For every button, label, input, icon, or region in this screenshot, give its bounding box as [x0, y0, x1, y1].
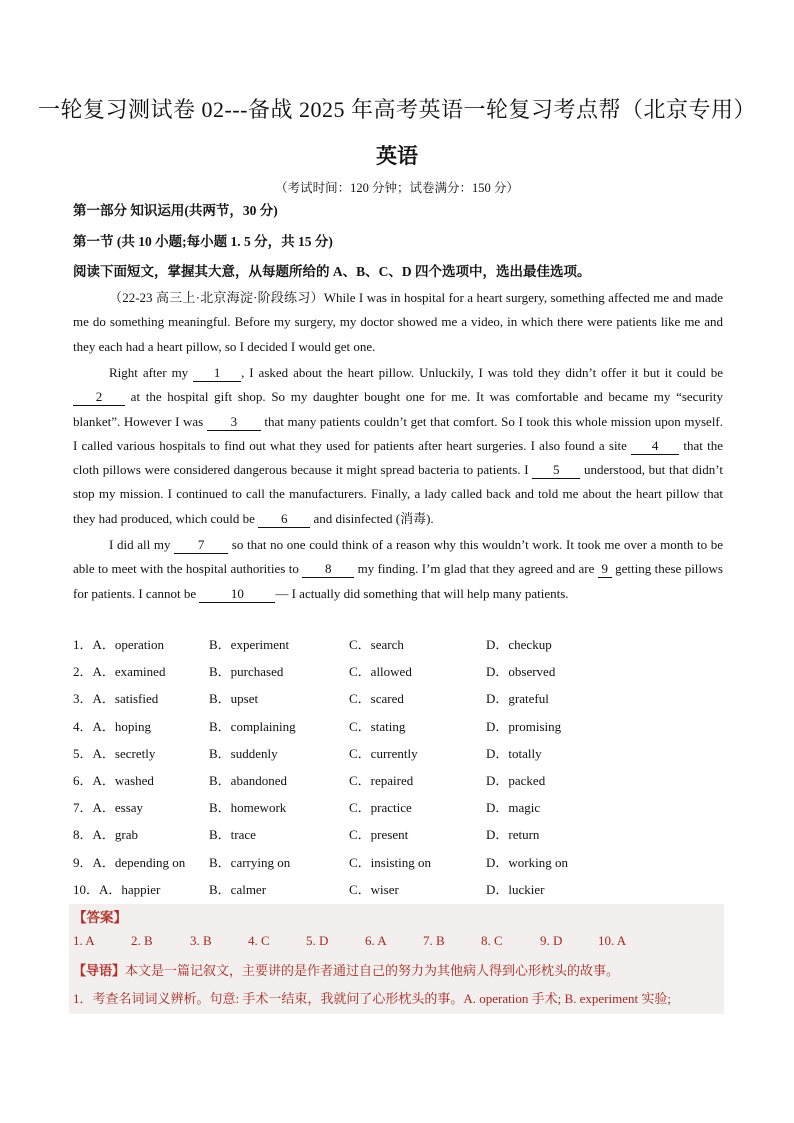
question-row	[73, 739, 723, 766]
option-c: C．wiser	[349, 881, 399, 897]
question-number: 1．	[73, 637, 93, 652]
option-c: C．currently	[349, 745, 418, 761]
blank-2: 2	[73, 389, 125, 406]
question-number: 9．	[73, 854, 93, 870]
document-title: 一轮复习测试卷 02---备战 2025 年高考英语一轮复习考点帮（北京专用）	[38, 97, 756, 122]
answer-item: 10. A	[598, 933, 627, 948]
blank-1: 1	[193, 365, 241, 382]
guide-text: 本文是一篇记叙文，主要讲的是作者通过自己的努力为其他病人得到心形枕头的故事。	[125, 963, 620, 978]
option-d: D．observed	[486, 664, 556, 680]
option-b: B．homework	[209, 800, 287, 816]
question-row	[73, 848, 723, 875]
answer-item: 3. B	[190, 933, 212, 948]
option-d: D．grateful	[486, 691, 549, 707]
option-a: A．depending on	[92, 854, 186, 870]
answer-label: 【答案】	[73, 910, 127, 925]
answer-item: 6. A	[365, 933, 387, 948]
question-row	[73, 630, 723, 657]
answer-item: 8. C	[481, 933, 503, 948]
option-a: A．examined	[92, 664, 166, 680]
blank-3: 3	[207, 414, 261, 431]
option-c: C．insisting on	[349, 854, 431, 870]
question-row	[73, 793, 723, 820]
option-b: B．calmer	[209, 881, 267, 897]
blank-10: 10	[199, 586, 275, 603]
option-c: C．search	[349, 637, 404, 652]
answer-item: 7. B	[423, 933, 445, 948]
passage-text: that many patients couldn’t get that comfort. So I took this whole mission upon myself. I called various hospitals to find out what they used for patients after heart surgeries. I also found a site	[73, 413, 724, 453]
answer-item: 4. C	[248, 933, 270, 948]
option-a: A．grab	[92, 827, 139, 843]
option-d: D．working on	[486, 854, 568, 870]
option-b: B．upset	[209, 691, 259, 707]
question-row	[73, 766, 723, 793]
question-number: 4．	[73, 718, 93, 734]
option-d: D．totally	[486, 745, 542, 761]
option-c: C．stating	[349, 718, 406, 734]
option-d: D．luckier	[486, 881, 545, 897]
option-c: C．present	[349, 827, 409, 843]
passage-text: — I actually did something that will help many patients.	[275, 585, 569, 601]
option-b: B．trace	[209, 827, 256, 843]
option-a: A．essay	[92, 800, 144, 816]
question-row	[73, 657, 723, 684]
blank-7: 7	[174, 537, 228, 554]
option-d: D．promising	[486, 718, 562, 734]
question-row	[73, 820, 723, 847]
guide-label: 【导语】	[73, 963, 126, 978]
question-row	[73, 712, 723, 739]
passage-text: understood, but that didn’t stop my mission. I continued to call the manufacturers. Finally, a lady called back and told me about the heart pillow that they had produced, which could be	[73, 462, 723, 526]
passage-text: that the cloth pillows were considered dangerous because it might spread bacteria to patients. I	[73, 437, 723, 478]
question-row	[73, 684, 723, 711]
section-heading: 第一节 (共 10 小题;每小题 1. 5 分，共 15 分)	[73, 234, 333, 249]
blank-8: 8	[302, 561, 354, 578]
blank-4: 4	[631, 438, 679, 455]
option-c: C．scared	[349, 691, 404, 707]
blank-9: 9	[598, 561, 612, 578]
passage-paragraph-3	[73, 533, 723, 606]
exam-info: （考试时间：120 分钟；试卷满分：150 分）	[275, 181, 519, 195]
subject-heading: 英语	[376, 144, 418, 168]
answer-item: 5. D	[306, 933, 329, 948]
option-d: D．packed	[486, 772, 546, 788]
passage-text: getting these pillows for patients. I cannot be	[73, 561, 723, 601]
guide-line	[73, 960, 619, 979]
answer-item: 2. B	[131, 933, 153, 948]
option-d: D．return	[486, 827, 540, 843]
option-b: B．carrying on	[209, 854, 291, 870]
passage-text: , I asked about the heart pillow. Unluckily, I was told they didn’t offer it but it could be	[241, 365, 723, 380]
explanation-text: 1．考查名词词义辨析。句意: 手术一结束，我就问了心形枕头的事。A. operation 手术; B. experiment 实验;	[73, 991, 671, 1006]
option-a: A．washed	[92, 772, 154, 788]
blank-5: 5	[532, 462, 580, 479]
option-a: A．happier	[99, 881, 161, 897]
option-c: C．allowed	[349, 664, 412, 680]
question-options	[73, 630, 723, 902]
question-number: 2．	[73, 664, 93, 680]
part-heading: 第一部分 知识运用(共两节，30 分)	[73, 203, 278, 218]
passage-paragraph-1: （22-23 高三上·北京海淀·阶段练习）While I was in hospital for a heart surgery, something affected me and made me do something meaningful. Before my surgery, my doctor showed me a video, in which there were patients like me and they each had a heart pillow, so I decided I would get one.	[73, 290, 723, 354]
passage-text: and disinfected (消毒).	[310, 510, 434, 526]
option-a: A．satisfied	[92, 691, 159, 707]
option-c: C．practice	[349, 800, 412, 816]
option-c: C．repaired	[349, 772, 414, 788]
answer-item: 1. A	[73, 933, 95, 948]
question-number: 10．	[73, 881, 100, 897]
instruction-text: 阅读下面短文，掌握其大意，从每题所给的 A、B、C、D 四个选项中，选出最佳选项。	[73, 264, 591, 279]
option-b: B．purchased	[209, 664, 284, 680]
answer-item: 9. D	[540, 933, 563, 948]
blank-6: 6	[258, 511, 310, 528]
option-a: A．secretly	[92, 745, 156, 761]
question-number: 5．	[73, 745, 93, 761]
question-number: 3．	[73, 691, 93, 707]
passage-text: at the hospital gift shop. So my daughter bought one for me. It was comfortable and became my “security blanket”. However I was	[73, 389, 723, 429]
passage-paragraph-2	[73, 361, 723, 531]
passage-text: my finding. I’m glad that they agreed and are	[354, 561, 598, 577]
option-d: D．magic	[486, 800, 541, 816]
option-b: B．complaining	[209, 718, 296, 734]
option-b: B．suddenly	[209, 745, 278, 761]
question-number: 8．	[73, 827, 93, 843]
question-number: 7．	[73, 800, 93, 816]
option-d: D．checkup	[486, 637, 552, 652]
option-a: A．operation	[92, 637, 164, 652]
option-b: B．experiment	[209, 637, 290, 652]
passage-text: Right after my	[109, 365, 194, 380]
option-a: A．hoping	[92, 718, 152, 734]
question-number: 6．	[73, 772, 93, 788]
passage-text: I did all my	[109, 537, 175, 552]
question-row	[73, 875, 723, 902]
passage-text: so that no one could think of a reason why this wouldn’t work. It took me over a month to be able to meet with the hospital authorities to	[73, 537, 724, 577]
option-b: B．abandoned	[209, 772, 287, 788]
